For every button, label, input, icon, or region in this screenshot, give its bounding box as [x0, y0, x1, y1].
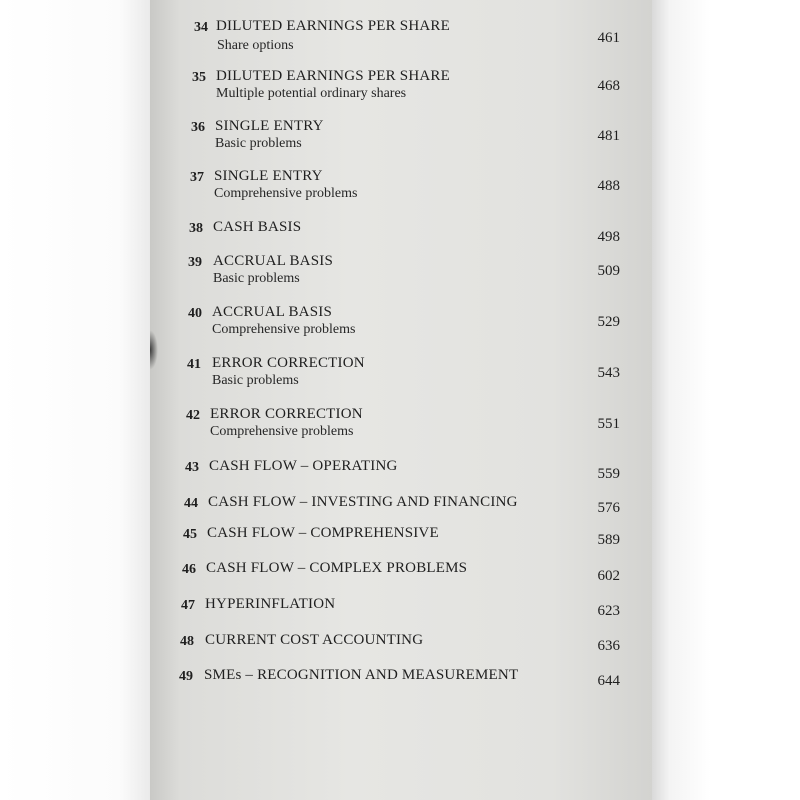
- book-page: [150, 0, 652, 800]
- entry-title: SMEs – RECOGNITION AND MEASUREMENT: [204, 667, 519, 683]
- entry-title: DILUTED EARNINGS PER SHARE: [216, 68, 450, 84]
- entry-title: ACCRUAL BASIS: [213, 253, 333, 269]
- entry-subtitle: Comprehensive problems: [214, 186, 358, 201]
- entry-title: ACCRUAL BASIS: [212, 304, 332, 320]
- entry-number: 35: [192, 70, 206, 85]
- background-left: [0, 0, 150, 800]
- entry-number: 49: [179, 669, 193, 684]
- entry-title: ERROR CORRECTION: [212, 355, 365, 371]
- background-right: [652, 0, 800, 800]
- entry-subtitle: Basic problems: [215, 136, 302, 151]
- entry-title: CASH FLOW – COMPLEX PROBLEMS: [206, 560, 468, 576]
- entry-subtitle: Basic problems: [212, 373, 299, 388]
- page-edge-shadow: [150, 330, 158, 370]
- entry-subtitle: Share options: [217, 38, 294, 53]
- entry-number: 44: [184, 496, 198, 511]
- entry-page-number: 481: [597, 128, 620, 144]
- entry-page-number: 468: [597, 78, 620, 94]
- entry-number: 36: [191, 120, 205, 135]
- entry-title: DILUTED EARNINGS PER SHARE: [216, 18, 450, 34]
- entry-title: SINGLE ENTRY: [214, 168, 323, 184]
- entry-number: 34: [194, 20, 208, 35]
- entry-page-number: 529: [597, 314, 620, 330]
- entry-number: 39: [188, 255, 202, 270]
- entry-subtitle: Comprehensive problems: [212, 322, 356, 337]
- entry-page-number: 636: [597, 638, 620, 654]
- entry-page-number: 498: [597, 229, 620, 245]
- entry-page-number: 589: [597, 532, 620, 548]
- entry-title: ERROR CORRECTION: [210, 406, 363, 422]
- entry-number: 40: [188, 306, 202, 321]
- entry-page-number: 543: [597, 365, 620, 381]
- entry-number: 45: [183, 527, 197, 542]
- entry-subtitle: Comprehensive problems: [210, 424, 354, 439]
- entry-number: 48: [180, 634, 194, 649]
- entry-number: 43: [185, 460, 199, 475]
- entry-title: CASH FLOW – OPERATING: [209, 458, 398, 474]
- entry-page-number: 461: [597, 30, 620, 46]
- entry-title: HYPERINFLATION: [205, 596, 336, 612]
- entry-page-number: 509: [597, 263, 620, 279]
- entry-subtitle: Multiple potential ordinary shares: [216, 86, 407, 101]
- entry-title: CASH FLOW – COMPREHENSIVE: [207, 525, 439, 541]
- entry-number: 41: [187, 357, 201, 372]
- entry-number: 38: [189, 221, 203, 236]
- entry-page-number: 576: [597, 500, 620, 516]
- entry-page-number: 551: [597, 416, 620, 432]
- entry-number: 47: [181, 598, 195, 613]
- entry-title: SINGLE ENTRY: [215, 118, 324, 134]
- entry-subtitle: Basic problems: [213, 271, 300, 286]
- entry-page-number: 602: [597, 568, 620, 584]
- entry-page-number: 559: [597, 466, 620, 482]
- entry-title: CASH FLOW – INVESTING AND FINANCING: [208, 494, 518, 510]
- entry-number: 37: [190, 170, 204, 185]
- entry-number: 46: [182, 562, 196, 577]
- entry-number: 42: [186, 408, 200, 423]
- entry-page-number: 623: [597, 603, 620, 619]
- entry-title: CASH BASIS: [213, 219, 302, 235]
- entry-title: CURRENT COST ACCOUNTING: [205, 632, 424, 648]
- entry-page-number: 644: [597, 673, 620, 689]
- entry-page-number: 488: [597, 178, 620, 194]
